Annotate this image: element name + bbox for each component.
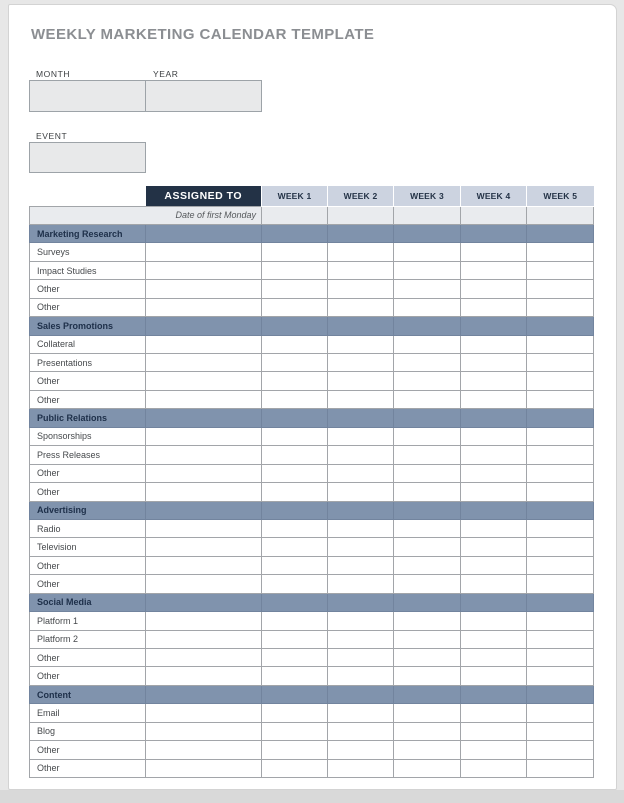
section-week-cell[interactable]	[394, 593, 461, 611]
assigned-cell[interactable]	[146, 298, 262, 316]
week-cell[interactable]	[527, 483, 594, 501]
assigned-cell[interactable]	[146, 243, 262, 261]
item-label: Other	[30, 372, 146, 390]
section-week-cell[interactable]	[328, 409, 394, 427]
section-week-cell[interactable]	[262, 685, 328, 703]
section-week-cell[interactable]	[461, 685, 527, 703]
event-input[interactable]	[29, 142, 146, 173]
week-cell[interactable]	[328, 667, 394, 685]
week-header: WEEK 5	[527, 186, 594, 206]
item-label: Email	[30, 704, 146, 722]
item-row	[30, 390, 594, 408]
week-cell[interactable]	[527, 722, 594, 740]
item-label: Presentations	[30, 354, 146, 372]
item-label: Impact Studies	[30, 261, 146, 279]
item-label: Other	[30, 464, 146, 482]
assigned-cell[interactable]	[146, 538, 262, 556]
item-label: Other	[30, 280, 146, 298]
section-header-row	[30, 409, 594, 427]
item-row	[30, 280, 594, 298]
week-cell[interactable]	[328, 354, 394, 372]
week-cell[interactable]	[262, 390, 328, 408]
section-week-cell[interactable]	[527, 501, 594, 519]
calendar-table-body	[30, 206, 594, 778]
week-cell[interactable]	[461, 667, 527, 685]
section-assigned-cell[interactable]	[146, 224, 262, 242]
week-cell[interactable]	[328, 704, 394, 722]
week-cell[interactable]	[461, 741, 527, 759]
week-cell[interactable]	[262, 335, 328, 353]
section-title: Marketing Research	[30, 224, 146, 242]
date-week-cell[interactable]	[394, 206, 461, 224]
item-label: Other	[30, 649, 146, 667]
item-label: Other	[30, 390, 146, 408]
week-cell[interactable]	[461, 759, 527, 777]
assigned-cell[interactable]	[146, 667, 262, 685]
section-week-cell[interactable]	[461, 593, 527, 611]
assigned-cell[interactable]	[146, 722, 262, 740]
item-row	[30, 649, 594, 667]
week-cell[interactable]	[394, 298, 461, 316]
item-row	[30, 667, 594, 685]
assigned-cell[interactable]	[146, 630, 262, 648]
week-cell[interactable]	[394, 667, 461, 685]
date-row	[30, 206, 594, 224]
week-cell[interactable]	[262, 464, 328, 482]
week-cell[interactable]	[527, 667, 594, 685]
assigned-cell[interactable]	[146, 280, 262, 298]
section-week-cell[interactable]	[262, 317, 328, 335]
week-cell[interactable]	[328, 722, 394, 740]
item-row	[30, 556, 594, 574]
section-week-cell[interactable]	[461, 501, 527, 519]
week-cell[interactable]	[328, 483, 394, 501]
week-cell[interactable]	[527, 556, 594, 574]
assigned-cell[interactable]	[146, 464, 262, 482]
item-label: Platform 2	[30, 630, 146, 648]
item-label: Other	[30, 556, 146, 574]
section-header-row	[30, 593, 594, 611]
week-cell[interactable]	[328, 372, 394, 390]
week-cell[interactable]	[262, 280, 328, 298]
section-week-cell[interactable]	[262, 409, 328, 427]
week-cell[interactable]	[262, 575, 328, 593]
week-cell[interactable]	[461, 280, 527, 298]
week-cell[interactable]	[527, 759, 594, 777]
item-row	[30, 483, 594, 501]
week-cell[interactable]	[394, 390, 461, 408]
week-cell[interactable]	[262, 354, 328, 372]
week-cell[interactable]	[461, 722, 527, 740]
section-title: Advertising	[30, 501, 146, 519]
item-label: Platform 1	[30, 612, 146, 630]
week-cell[interactable]	[394, 335, 461, 353]
item-label: Television	[30, 538, 146, 556]
week-cell[interactable]	[461, 372, 527, 390]
section-assigned-cell[interactable]	[146, 685, 262, 703]
assigned-cell[interactable]	[146, 261, 262, 279]
week-cell[interactable]	[394, 630, 461, 648]
assigned-cell[interactable]	[146, 446, 262, 464]
week-cell[interactable]	[394, 556, 461, 574]
week-cell[interactable]	[262, 630, 328, 648]
week-cell[interactable]	[328, 427, 394, 445]
date-week-cell[interactable]	[328, 206, 394, 224]
week-cell[interactable]	[394, 575, 461, 593]
week-cell[interactable]	[394, 741, 461, 759]
section-assigned-cell[interactable]	[146, 409, 262, 427]
week-cell[interactable]	[262, 243, 328, 261]
item-row	[30, 722, 594, 740]
week-cell[interactable]	[394, 446, 461, 464]
week-cell[interactable]	[328, 243, 394, 261]
year-label: YEAR	[153, 69, 179, 79]
week-cell[interactable]	[328, 335, 394, 353]
section-week-cell[interactable]	[328, 224, 394, 242]
week-cell[interactable]	[394, 759, 461, 777]
section-assigned-cell[interactable]	[146, 593, 262, 611]
assigned-cell[interactable]	[146, 354, 262, 372]
week-cell[interactable]	[394, 483, 461, 501]
week-cell[interactable]	[328, 556, 394, 574]
week-cell[interactable]	[527, 538, 594, 556]
week-cell[interactable]	[394, 372, 461, 390]
week-cell[interactable]	[394, 704, 461, 722]
week-cell[interactable]	[262, 556, 328, 574]
week-cell[interactable]	[262, 667, 328, 685]
week-cell[interactable]	[394, 243, 461, 261]
assigned-cell[interactable]	[146, 372, 262, 390]
week-cell[interactable]	[527, 261, 594, 279]
section-week-cell[interactable]	[394, 685, 461, 703]
section-week-cell[interactable]	[461, 317, 527, 335]
week-header: WEEK 1	[262, 186, 328, 206]
event-label: EVENT	[36, 131, 68, 141]
week-cell[interactable]	[328, 390, 394, 408]
date-week-cell[interactable]	[262, 206, 328, 224]
item-row	[30, 427, 594, 445]
week-cell[interactable]	[461, 612, 527, 630]
page-title: WEEKLY MARKETING CALENDAR TEMPLATE	[31, 26, 375, 43]
month-input[interactable]	[29, 80, 146, 112]
week-cell[interactable]	[461, 649, 527, 667]
item-row	[30, 612, 594, 630]
week-cell[interactable]	[328, 280, 394, 298]
section-header-row	[30, 224, 594, 242]
section-week-cell[interactable]	[527, 317, 594, 335]
section-header-row	[30, 501, 594, 519]
week-cell[interactable]	[461, 261, 527, 279]
item-row	[30, 446, 594, 464]
week-cell[interactable]	[527, 354, 594, 372]
item-row	[30, 575, 594, 593]
section-week-cell[interactable]	[394, 224, 461, 242]
week-cell[interactable]	[262, 483, 328, 501]
item-row	[30, 704, 594, 722]
week-cell[interactable]	[527, 464, 594, 482]
week-cell[interactable]	[262, 298, 328, 316]
week-cell[interactable]	[394, 519, 461, 537]
item-label: Blog	[30, 722, 146, 740]
section-assigned-cell[interactable]	[146, 501, 262, 519]
week-cell[interactable]	[527, 741, 594, 759]
week-cell[interactable]	[328, 538, 394, 556]
item-label: Other	[30, 298, 146, 316]
section-week-cell[interactable]	[527, 593, 594, 611]
section-title: Public Relations	[30, 409, 146, 427]
section-title: Social Media	[30, 593, 146, 611]
week-cell[interactable]	[394, 261, 461, 279]
assigned-cell[interactable]	[146, 704, 262, 722]
week-cell[interactable]	[394, 722, 461, 740]
week-cell[interactable]	[262, 722, 328, 740]
item-row	[30, 519, 594, 537]
week-cell[interactable]	[461, 575, 527, 593]
assigned-cell[interactable]	[146, 483, 262, 501]
week-cell[interactable]	[527, 649, 594, 667]
week-cell[interactable]	[262, 261, 328, 279]
week-cell[interactable]	[461, 464, 527, 482]
week-cell[interactable]	[262, 519, 328, 537]
assigned-cell[interactable]	[146, 390, 262, 408]
week-cell[interactable]	[328, 575, 394, 593]
document-page	[8, 4, 617, 790]
item-label: Press Releases	[30, 446, 146, 464]
year-input[interactable]	[145, 80, 262, 112]
week-cell[interactable]	[527, 243, 594, 261]
week-cell[interactable]	[527, 704, 594, 722]
week-cell[interactable]	[527, 519, 594, 537]
week-cell[interactable]	[394, 427, 461, 445]
item-row	[30, 243, 594, 261]
week-cell[interactable]	[527, 630, 594, 648]
section-title: Sales Promotions	[30, 317, 146, 335]
week-cell[interactable]	[262, 759, 328, 777]
week-cell[interactable]	[394, 354, 461, 372]
week-header: WEEK 4	[461, 186, 527, 206]
week-cell[interactable]	[461, 298, 527, 316]
week-cell[interactable]	[461, 483, 527, 501]
item-row	[30, 261, 594, 279]
week-cell[interactable]	[527, 372, 594, 390]
week-cell[interactable]	[527, 612, 594, 630]
section-week-cell[interactable]	[527, 409, 594, 427]
item-row	[30, 372, 594, 390]
week-cell[interactable]	[527, 427, 594, 445]
section-week-cell[interactable]	[527, 685, 594, 703]
assigned-cell[interactable]	[146, 575, 262, 593]
assigned-cell[interactable]	[146, 427, 262, 445]
corner-empty-cell	[30, 186, 146, 206]
item-label: Surveys	[30, 243, 146, 261]
week-cell[interactable]	[461, 556, 527, 574]
section-week-cell[interactable]	[394, 317, 461, 335]
item-label: Other	[30, 483, 146, 501]
week-cell[interactable]	[328, 759, 394, 777]
week-cell[interactable]	[328, 630, 394, 648]
week-cell[interactable]	[262, 446, 328, 464]
week-header: WEEK 2	[328, 186, 394, 206]
item-row	[30, 538, 594, 556]
section-week-cell[interactable]	[461, 409, 527, 427]
item-label: Other	[30, 667, 146, 685]
week-cell[interactable]	[328, 741, 394, 759]
week-cell[interactable]	[461, 390, 527, 408]
section-week-cell[interactable]	[394, 409, 461, 427]
section-week-cell[interactable]	[328, 501, 394, 519]
section-week-cell[interactable]	[328, 593, 394, 611]
week-cell[interactable]	[461, 704, 527, 722]
week-cell[interactable]	[262, 612, 328, 630]
week-cell[interactable]	[461, 538, 527, 556]
week-cell[interactable]	[328, 464, 394, 482]
section-header-row	[30, 317, 594, 335]
item-label: Collateral	[30, 335, 146, 353]
item-row	[30, 335, 594, 353]
week-cell[interactable]	[527, 446, 594, 464]
assigned-cell[interactable]	[146, 759, 262, 777]
week-cell[interactable]	[461, 427, 527, 445]
item-row	[30, 630, 594, 648]
item-row	[30, 759, 594, 777]
week-cell[interactable]	[262, 704, 328, 722]
week-cell[interactable]	[328, 261, 394, 279]
item-label: Other	[30, 759, 146, 777]
week-cell[interactable]	[527, 335, 594, 353]
week-cell[interactable]	[394, 649, 461, 667]
assigned-cell[interactable]	[146, 612, 262, 630]
date-of-first-monday-label: Date of first Monday	[30, 206, 262, 224]
assigned-cell[interactable]	[146, 649, 262, 667]
week-cell[interactable]	[461, 335, 527, 353]
section-week-cell[interactable]	[328, 685, 394, 703]
month-label: MONTH	[36, 69, 71, 79]
week-cell[interactable]	[527, 280, 594, 298]
week-cell[interactable]	[262, 538, 328, 556]
date-week-cell[interactable]	[461, 206, 527, 224]
week-cell[interactable]	[461, 446, 527, 464]
week-cell[interactable]	[394, 280, 461, 298]
item-label: Other	[30, 575, 146, 593]
week-cell[interactable]	[328, 519, 394, 537]
week-cell[interactable]	[262, 649, 328, 667]
assigned-cell[interactable]	[146, 335, 262, 353]
week-cell[interactable]	[461, 630, 527, 648]
item-row	[30, 354, 594, 372]
calendar-table	[29, 186, 594, 778]
assigned-to-header: ASSIGNED TO	[146, 186, 262, 206]
section-week-cell[interactable]	[262, 224, 328, 242]
assigned-cell[interactable]	[146, 519, 262, 537]
week-cell[interactable]	[328, 612, 394, 630]
week-header: WEEK 3	[394, 186, 461, 206]
section-week-cell[interactable]	[527, 224, 594, 242]
section-header-row	[30, 685, 594, 703]
week-cell[interactable]	[461, 243, 527, 261]
week-cell[interactable]	[262, 372, 328, 390]
date-week-cell[interactable]	[527, 206, 594, 224]
item-label: Radio	[30, 519, 146, 537]
week-cell[interactable]	[328, 298, 394, 316]
section-week-cell[interactable]	[262, 501, 328, 519]
section-week-cell[interactable]	[262, 593, 328, 611]
week-cell[interactable]	[262, 741, 328, 759]
week-cell[interactable]	[394, 464, 461, 482]
week-cell[interactable]	[328, 649, 394, 667]
item-row	[30, 298, 594, 316]
week-cell[interactable]	[527, 575, 594, 593]
week-cell[interactable]	[262, 427, 328, 445]
week-cell[interactable]	[394, 612, 461, 630]
section-week-cell[interactable]	[394, 501, 461, 519]
item-label: Other	[30, 741, 146, 759]
week-cell[interactable]	[527, 390, 594, 408]
week-cell[interactable]	[328, 446, 394, 464]
item-row	[30, 741, 594, 759]
section-week-cell[interactable]	[461, 224, 527, 242]
calendar-head-row	[30, 186, 594, 206]
week-cell[interactable]	[527, 298, 594, 316]
section-assigned-cell[interactable]	[146, 317, 262, 335]
week-cell[interactable]	[461, 354, 527, 372]
section-week-cell[interactable]	[328, 317, 394, 335]
item-label: Sponsorships	[30, 427, 146, 445]
item-row	[30, 464, 594, 482]
assigned-cell[interactable]	[146, 556, 262, 574]
assigned-cell[interactable]	[146, 741, 262, 759]
section-title: Content	[30, 685, 146, 703]
window-bottom-edge	[0, 790, 624, 803]
week-cell[interactable]	[461, 519, 527, 537]
week-cell[interactable]	[394, 538, 461, 556]
